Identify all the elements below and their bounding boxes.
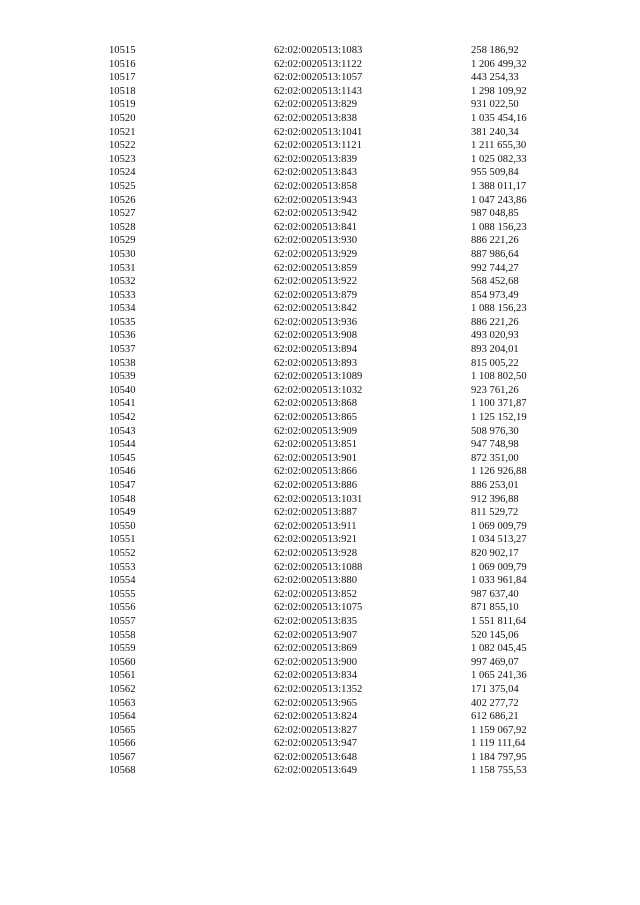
table-row: [109, 493, 591, 507]
cadastral-value: 612 686,21: [471, 711, 519, 723]
cadastral-number: 62:02:0020513:929: [274, 248, 357, 260]
cadastral-number: 62:02:0020513:922: [274, 276, 357, 288]
table-row: [109, 126, 591, 140]
cadastral-value: 1 108 802,50: [471, 371, 527, 383]
row-number: 10565: [109, 724, 136, 736]
row-number: 10552: [109, 547, 136, 559]
cadastral-value: 871 855,10: [471, 602, 519, 614]
cadastral-value: 955 509,84: [471, 167, 519, 179]
row-number: 10554: [109, 575, 136, 587]
table-row: [109, 112, 591, 126]
cadastral-value: 1 082 045,45: [471, 643, 527, 655]
table-row: [109, 275, 591, 289]
cadastral-value: 258 186,92: [471, 45, 519, 56]
table-row: [109, 697, 591, 711]
cadastral-number: 62:02:0020513:843: [274, 167, 357, 179]
row-number: 10561: [109, 670, 136, 682]
cadastral-value: 493 020,93: [471, 330, 519, 342]
table-row: [109, 234, 591, 248]
cadastral-number: 62:02:0020513:852: [274, 588, 357, 600]
table-row: [109, 139, 591, 153]
table-row: [109, 357, 591, 371]
table-row: [109, 642, 591, 656]
table-row: [109, 479, 591, 493]
row-number: 10553: [109, 561, 136, 573]
cadastral-value: 1 088 156,23: [471, 303, 527, 315]
cadastral-value: 402 277,72: [471, 697, 519, 709]
row-number: 10542: [109, 412, 136, 424]
cadastral-number: 62:02:0020513:1122: [274, 58, 362, 70]
row-number: 10549: [109, 507, 136, 519]
cadastral-number: 62:02:0020513:839: [274, 153, 357, 165]
cadastral-value: 1 126 926,88: [471, 466, 527, 478]
cadastral-value: 1 298 109,92: [471, 85, 527, 97]
cadastral-number: 62:02:0020513:886: [274, 480, 357, 491]
row-number: 10546: [109, 466, 136, 478]
row-number: 10545: [109, 452, 136, 464]
row-number: 10555: [109, 588, 136, 600]
table-row: [109, 384, 591, 398]
table-row: [109, 452, 591, 466]
table-row: [109, 98, 591, 112]
table-row: [109, 669, 591, 683]
cadastral-number: 62:02:0020513:943: [274, 194, 357, 206]
table-row: [109, 601, 591, 615]
table-row: [109, 411, 591, 425]
cadastral-number: 62:02:0020513:1057: [274, 72, 363, 84]
table-row: [109, 737, 591, 751]
cadastral-number: 62:02:0020513:824: [274, 711, 357, 723]
cadastral-number: 62:02:0020513:1031: [274, 493, 363, 505]
cadastral-number: 62:02:0020513:936: [274, 316, 357, 328]
cadastral-number: 62:02:0020513:887: [274, 507, 357, 519]
row-number: 10529: [109, 235, 136, 247]
cadastral-value: 1 158 755,53: [471, 765, 527, 777]
cadastral-number: 62:02:0020513:1083: [274, 45, 363, 56]
cadastral-value-table: [109, 44, 591, 778]
cadastral-number: 62:02:0020513:835: [274, 615, 357, 627]
row-number: 10556: [109, 602, 136, 614]
table-row: [109, 71, 591, 85]
cadastral-value: 1 035 454,16: [471, 112, 527, 124]
cadastral-number: 62:02:0020513:909: [274, 425, 357, 437]
cadastral-value: 912 396,88: [471, 493, 519, 505]
row-number: 10547: [109, 480, 136, 491]
cadastral-number: 62:02:0020513:1041: [274, 126, 363, 138]
cadastral-value: 1 206 499,32: [471, 58, 527, 70]
cadastral-value: 1 100 371,87: [471, 398, 527, 410]
cadastral-value: 811 529,72: [471, 507, 519, 519]
cadastral-value: 1 125 152,19: [471, 412, 527, 424]
cadastral-value: 443 254,33: [471, 72, 519, 84]
row-number: 10517: [109, 72, 136, 84]
cadastral-value: 1 069 009,79: [471, 561, 527, 573]
row-number: 10567: [109, 751, 136, 763]
cadastral-value: 171 375,04: [471, 683, 519, 695]
cadastral-number: 62:02:0020513:908: [274, 330, 357, 342]
cadastral-value: 820 902,17: [471, 547, 519, 559]
row-number: 10519: [109, 99, 136, 111]
row-number: 10522: [109, 140, 136, 152]
table-row: [109, 629, 591, 643]
row-number: 10515: [109, 45, 136, 56]
cadastral-value: 508 976,30: [471, 425, 519, 437]
cadastral-number: 62:02:0020513:868: [274, 398, 357, 410]
table-row: [109, 329, 591, 343]
table-row: [109, 465, 591, 479]
cadastral-value: 872 351,00: [471, 452, 519, 464]
row-number: 10566: [109, 738, 136, 750]
row-number: 10536: [109, 330, 136, 342]
cadastral-number: 62:02:0020513:841: [274, 221, 357, 233]
cadastral-number: 62:02:0020513:1352: [274, 683, 363, 695]
cadastral-number: 62:02:0020513:907: [274, 629, 357, 641]
row-number: 10531: [109, 262, 136, 274]
table-row: [109, 58, 591, 72]
cadastral-value: 1 025 082,33: [471, 153, 527, 165]
cadastral-value: 815 005,22: [471, 357, 519, 369]
cadastral-value: 947 748,98: [471, 439, 519, 451]
cadastral-value: 1 551 811,64: [471, 615, 527, 627]
row-number: 10568: [109, 765, 136, 777]
cadastral-number: 62:02:0020513:893: [274, 357, 357, 369]
row-number: 10524: [109, 167, 136, 179]
table-row: [109, 588, 591, 602]
cadastral-number: 62:02:0020513:851: [274, 439, 357, 451]
row-number: 10562: [109, 683, 136, 695]
cadastral-value: 1 033 961,84: [471, 575, 527, 587]
cadastral-number: 62:02:0020513:865: [274, 412, 357, 424]
table-row: [109, 615, 591, 629]
cadastral-value: 1 159 067,92: [471, 724, 527, 736]
table-row: [109, 425, 591, 439]
row-number: 10544: [109, 439, 136, 451]
row-number: 10525: [109, 180, 136, 192]
cadastral-number: 62:02:0020513:1032: [274, 384, 363, 396]
table-row: [109, 751, 591, 765]
cadastral-value: 923 761,26: [471, 384, 519, 396]
cadastral-number: 62:02:0020513:869: [274, 643, 357, 655]
cadastral-value: 1 069 009,79: [471, 520, 527, 532]
cadastral-number: 62:02:0020513:947: [274, 738, 357, 750]
row-number: 10534: [109, 303, 136, 315]
cadastral-number: 62:02:0020513:838: [274, 112, 357, 124]
table-row: [109, 302, 591, 316]
table-row: [109, 574, 591, 588]
row-number: 10521: [109, 126, 136, 138]
row-number: 10540: [109, 384, 136, 396]
table-row: [109, 153, 591, 167]
cadastral-number: 62:02:0020513:866: [274, 466, 357, 478]
row-number: 10564: [109, 711, 136, 723]
cadastral-number: 62:02:0020513:1143: [274, 85, 362, 97]
table-row: [109, 207, 591, 221]
cadastral-number: 62:02:0020513:928: [274, 547, 357, 559]
cadastral-number: 62:02:0020513:1089: [274, 371, 363, 383]
cadastral-number: 62:02:0020513:649: [274, 765, 357, 777]
row-number: 10560: [109, 656, 136, 668]
cadastral-number: 62:02:0020513:829: [274, 99, 357, 111]
table-body: [109, 44, 591, 778]
row-number: 10527: [109, 208, 136, 220]
cadastral-value: 987 048,85: [471, 208, 519, 220]
row-number: 10523: [109, 153, 136, 165]
cadastral-number: 62:02:0020513:1075: [274, 602, 363, 614]
row-number: 10557: [109, 615, 136, 627]
row-number: 10559: [109, 643, 136, 655]
cadastral-value: 987 637,40: [471, 588, 519, 600]
table-row: [109, 710, 591, 724]
table-row: [109, 180, 591, 194]
table-row: [109, 547, 591, 561]
table-row: [109, 724, 591, 738]
row-number: 10526: [109, 194, 136, 206]
row-number: 10528: [109, 221, 136, 233]
cadastral-number: 62:02:0020513:901: [274, 452, 357, 464]
row-number: 10538: [109, 357, 136, 369]
table-row: [109, 561, 591, 575]
table-row: [109, 166, 591, 180]
table-row: [109, 248, 591, 262]
cadastral-number: 62:02:0020513:827: [274, 724, 357, 736]
table-row: [109, 316, 591, 330]
row-number: 10563: [109, 697, 136, 709]
cadastral-value: 997 469,07: [471, 656, 519, 668]
cadastral-number: 62:02:0020513:942: [274, 208, 357, 220]
cadastral-value: 1 065 241,36: [471, 670, 527, 682]
cadastral-value: 886 221,26: [471, 235, 519, 247]
cadastral-value: 887 986,64: [471, 248, 519, 260]
table-row: [109, 656, 591, 670]
cadastral-number: 62:02:0020513:880: [274, 575, 357, 587]
table-row: [109, 44, 591, 58]
cadastral-value: 1 088 156,23: [471, 221, 527, 233]
row-number: 10558: [109, 629, 136, 641]
cadastral-number: 62:02:0020513:1088: [274, 561, 363, 573]
cadastral-number: 62:02:0020513:930: [274, 235, 357, 247]
cadastral-value: 1 211 655,30: [471, 140, 527, 152]
row-number: 10548: [109, 493, 136, 505]
row-number: 10520: [109, 112, 136, 124]
row-number: 10539: [109, 371, 136, 383]
row-number: 10533: [109, 289, 136, 301]
table-row: [109, 221, 591, 235]
row-number: 10530: [109, 248, 136, 260]
cadastral-value: 568 452,68: [471, 276, 519, 288]
table-row: [109, 764, 591, 778]
cadastral-number: 62:02:0020513:879: [274, 289, 357, 301]
cadastral-number: 62:02:0020513:1121: [274, 140, 362, 152]
cadastral-number: 62:02:0020513:894: [274, 344, 357, 356]
cadastral-value: 520 145,06: [471, 629, 519, 641]
cadastral-number: 62:02:0020513:648: [274, 751, 357, 763]
cadastral-number: 62:02:0020513:834: [274, 670, 357, 682]
cadastral-number: 62:02:0020513:900: [274, 656, 357, 668]
table-row: [109, 397, 591, 411]
table-row: [109, 438, 591, 452]
cadastral-number: 62:02:0020513:921: [274, 534, 357, 546]
cadastral-value: 886 253,01: [471, 480, 519, 491]
row-number: 10532: [109, 276, 136, 288]
row-number: 10550: [109, 520, 136, 532]
row-number: 10543: [109, 425, 136, 437]
cadastral-value: 1 388 011,17: [471, 180, 527, 192]
cadastral-value: 1 184 797,95: [471, 751, 527, 763]
cadastral-value: 381 240,34: [471, 126, 519, 138]
cadastral-value: 1 119 111,64: [471, 738, 526, 750]
cadastral-number: 62:02:0020513:858: [274, 180, 357, 192]
cadastral-number: 62:02:0020513:842: [274, 303, 357, 315]
cadastral-value: 886 221,26: [471, 316, 519, 328]
row-number: 10535: [109, 316, 136, 328]
table-row: [109, 520, 591, 534]
row-number: 10516: [109, 58, 136, 70]
table-row: [109, 289, 591, 303]
table-row: [109, 343, 591, 357]
cadastral-number: 62:02:0020513:859: [274, 262, 357, 274]
table-row: [109, 533, 591, 547]
table-row: [109, 85, 591, 99]
row-number: 10551: [109, 534, 136, 546]
table-row: [109, 194, 591, 208]
cadastral-number: 62:02:0020513:911: [274, 520, 357, 532]
row-number: 10541: [109, 398, 136, 410]
cadastral-value: 931 022,50: [471, 99, 519, 111]
cadastral-value: 992 744,27: [471, 262, 519, 274]
table-row: [109, 506, 591, 520]
cadastral-value: 854 973,49: [471, 289, 519, 301]
row-number: 10537: [109, 344, 136, 356]
table-row: [109, 370, 591, 384]
table-row: [109, 262, 591, 276]
row-number: 10518: [109, 85, 136, 97]
cadastral-number: 62:02:0020513:965: [274, 697, 357, 709]
table-row: [109, 683, 591, 697]
cadastral-value: 893 204,01: [471, 344, 519, 356]
cadastral-value: 1 047 243,86: [471, 194, 527, 206]
cadastral-value: 1 034 513,27: [471, 534, 527, 546]
